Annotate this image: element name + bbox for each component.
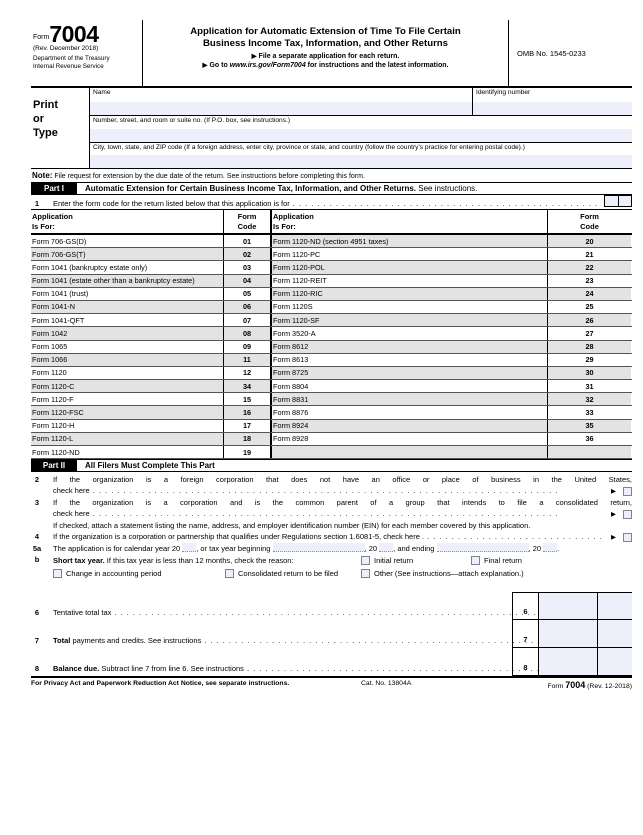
form-code-cell: 15 <box>223 393 272 405</box>
line5a <box>31 543 632 554</box>
line2 <box>31 474 632 497</box>
header-form-code-right: Form Code <box>547 210 631 233</box>
form-title-line2: Business Income Tax, Information, and Other Returns <box>202 38 449 49</box>
table-row <box>31 288 632 301</box>
line4-checkbox[interactable] <box>623 533 632 542</box>
footer-form-id: Form 7004 (Rev. 12-2018) <box>547 680 632 691</box>
dept-treasury: Department of the Treasury <box>33 55 110 62</box>
application-cell: Form 1120-L <box>31 433 223 445</box>
table-row <box>31 314 632 327</box>
line2-check-here: check here <box>53 486 90 496</box>
part1-see-instructions: See instructions. <box>416 184 478 193</box>
line7 <box>31 620 632 648</box>
application-cell: Form 1120-FSC <box>31 406 223 418</box>
form-code-digit1[interactable] <box>605 196 618 206</box>
application-cell: Form 8725 <box>272 367 547 379</box>
line5a-text4: , and ending <box>393 544 435 554</box>
arrow-icon: ▶ <box>611 488 616 496</box>
table-row <box>31 248 632 261</box>
form-code-cell: 22 <box>547 261 631 273</box>
application-cell <box>272 446 547 458</box>
form-footer <box>31 676 632 690</box>
form-code-cell <box>547 446 631 458</box>
city-label: City, town, state, and ZIP code (If a foreign address, enter city, province or state, and country (follow the country's practice for entering postal code).) <box>93 144 525 151</box>
form-code-cell: 34 <box>223 380 272 392</box>
omb-number: OMB No. 1545-0233 <box>508 20 632 86</box>
line3-checkbox[interactable] <box>623 510 632 519</box>
line5a-number: 5a <box>32 544 42 554</box>
line7-code-cell: 7 <box>513 620 539 647</box>
form-code-cell: 06 <box>223 301 272 313</box>
arrow-icon: ▶ <box>611 534 616 542</box>
table-row <box>31 275 632 288</box>
street-label: Number, street, and room or suite no. (If P.O. box, see instructions.) <box>93 117 291 124</box>
tax-year-beginning-input[interactable] <box>273 543 365 552</box>
tentative-tax-input[interactable] <box>539 593 598 619</box>
table-row <box>31 367 632 380</box>
irs-url: www.irs.gov/Form7004 <box>229 61 306 69</box>
line1-number: 1 <box>34 199 40 208</box>
part2-title: All Filers Must Complete This Part <box>85 461 215 471</box>
table-row <box>31 341 632 354</box>
application-cell: Form 1041-N <box>31 301 223 313</box>
line6-code-cell: 6 <box>513 593 539 619</box>
catalog-number: Cat. No. 13804A <box>361 680 412 688</box>
form-code-cell: 11 <box>223 354 272 366</box>
table-row <box>31 406 632 419</box>
form-code-cell: 35 <box>547 420 631 432</box>
form-code-cell: 27 <box>547 327 631 339</box>
line8 <box>31 648 632 676</box>
ending-year-input[interactable] <box>543 543 560 554</box>
arrow-icon: ▶ <box>251 53 257 60</box>
tax-year-ending-input[interactable] <box>437 543 529 552</box>
form-code-cell: 32 <box>547 393 631 405</box>
application-cell: Form 1120-SF <box>272 314 547 326</box>
subtitle-file-separate: ▶ File a separate application for each return. <box>251 53 400 60</box>
dot-leader <box>93 485 605 496</box>
form-code-cell: 31 <box>547 380 631 392</box>
total-payments-cents-input[interactable] <box>598 620 632 647</box>
part1-chip: Part I <box>31 183 77 194</box>
application-cell: Form 1041 (trust) <box>32 289 89 299</box>
table-row <box>31 261 632 274</box>
form-code-cell: 16 <box>223 406 272 418</box>
form-code-cell: 36 <box>547 433 631 445</box>
application-cell: Form 8928 <box>273 434 309 444</box>
print-or-type-label: Print or Type <box>33 99 59 139</box>
part1-title: Automatic Extension for Certain Business Income Tax, Information, and Other Returns. <box>85 184 417 193</box>
form-code-cell: 21 <box>547 248 631 260</box>
header-form-code-left: Form Code <box>223 210 272 233</box>
line5a-text3: , 20 <box>364 544 378 554</box>
part1-header <box>31 182 632 195</box>
application-cell: Form 706-GS(D) <box>32 236 87 246</box>
final-return-checkbox[interactable] <box>471 556 480 565</box>
line4-text: If the organization is a corporation or partnership that qualifies under Regulations section 1.6081-5, check here . <box>53 532 425 542</box>
application-cell: Form 3520-A <box>273 328 316 338</box>
beginning-year-input[interactable] <box>379 543 393 552</box>
form-code-entry-box[interactable] <box>604 195 632 207</box>
form-code-cell: 28 <box>547 341 631 353</box>
line2-number: 2 <box>34 475 40 485</box>
form-identity-block <box>31 20 143 86</box>
header-application-right: Application Is For: <box>273 212 314 231</box>
city-cell <box>90 143 632 168</box>
form-code-cell: 12 <box>223 367 272 379</box>
calendar-year-input[interactable] <box>182 543 196 552</box>
application-cell: Form 8804 <box>273 381 309 391</box>
form-code-cell: 04 <box>223 275 272 287</box>
identifying-number-label: Identifying number <box>476 89 531 96</box>
line5b-text: Short tax year. If this tax year is less than 12 months, check the reason: <box>53 556 294 566</box>
table-row <box>31 354 632 367</box>
consolidated-return-checkbox[interactable] <box>225 569 234 578</box>
application-cell: Form 1120-PC <box>273 249 321 259</box>
line8-number: 8 <box>34 664 40 674</box>
name-input[interactable] <box>90 102 472 115</box>
dot-leader <box>293 199 601 208</box>
table-row <box>31 393 632 406</box>
line6 <box>31 592 632 620</box>
application-cell: Form 8613 <box>273 355 309 365</box>
form-code-cell: 20 <box>547 235 631 247</box>
form-code-digit2[interactable] <box>618 196 631 206</box>
form-code-table-body <box>31 235 632 459</box>
form-header <box>31 20 632 88</box>
final-return-option: Final return <box>471 555 522 566</box>
form-code-cell: 30 <box>547 367 631 379</box>
street-input[interactable] <box>90 129 632 142</box>
tentative-tax-cents-input[interactable] <box>598 593 632 619</box>
line5a-text1: The application is for calendar year 20 <box>53 544 181 554</box>
dot-leader <box>204 636 559 645</box>
note: Note: File request for extension by the due date of the return. See instructions before completing this form. <box>32 171 365 180</box>
application-cell: Form 1120-C <box>31 380 223 392</box>
application-cell: Form 1042 <box>31 327 223 339</box>
application-cell: Form 1120-REIT <box>273 276 327 286</box>
application-cell: Form 8876 <box>273 407 309 417</box>
form-title-line1: Application for Automatic Extension of Time To File Certain <box>190 26 461 37</box>
change-accounting-option: Change in accounting period <box>53 568 225 579</box>
application-cell: Form 1065 <box>32 342 68 351</box>
table-row <box>31 327 632 340</box>
form-revision: (Rev. December 2018) <box>33 45 99 52</box>
table-row <box>31 420 632 433</box>
line4 <box>31 531 632 543</box>
form-code-cell: 26 <box>547 314 631 326</box>
dot-leader <box>427 531 605 542</box>
application-cell: Form 1041 (estate other than a bankruptcy estate) <box>31 275 223 287</box>
line5b-number: b <box>34 555 40 565</box>
dept-irs: Internal Revenue Service <box>33 62 104 70</box>
application-cell: Form 8612 <box>272 341 547 353</box>
application-cell: Form 1120 <box>32 368 67 378</box>
other-option: Other (See instructions—attach explanation.) <box>361 568 524 579</box>
other-checkbox[interactable] <box>361 569 370 578</box>
form-code-cell: 29 <box>547 354 631 366</box>
form-code-cell: 01 <box>223 235 272 247</box>
form-code-cell: 02 <box>223 248 272 260</box>
application-cell: Form 8924 <box>272 420 547 432</box>
application-cell: Form 8831 <box>272 393 547 405</box>
line2-text: If the organization is a foreign corporation that does not have an office or place of business in the United States, <box>53 475 632 485</box>
form-code-cell: 07 <box>223 314 272 326</box>
city-input[interactable] <box>90 155 632 168</box>
form-word: Form <box>33 34 50 41</box>
line5b <box>31 554 632 579</box>
privacy-notice: For Privacy Act and Paperwork Reduction Act Notice, see separate instructions. <box>31 680 290 688</box>
form-code-cell: 08 <box>223 327 272 339</box>
form-code-cell: 17 <box>223 420 272 432</box>
line5a-text2: , or tax year beginning <box>196 544 271 554</box>
table-row <box>31 446 632 459</box>
line7-text: Total payments and credits. See instructions <box>53 636 202 646</box>
total-payments-input[interactable] <box>539 620 598 647</box>
part2-header <box>31 459 632 472</box>
table-row <box>31 235 632 248</box>
arrow-icon: ▶ <box>611 511 616 519</box>
initial-return-checkbox[interactable] <box>361 556 370 565</box>
form-7004 <box>31 20 632 690</box>
change-accounting-checkbox[interactable] <box>53 569 62 578</box>
form-title-block <box>143 20 508 86</box>
form-code-cell: 09 <box>223 341 272 353</box>
line6-number: 6 <box>34 608 40 618</box>
balance-due-cents-input[interactable] <box>598 648 632 675</box>
line8-text: Balance due. Subtract line 7 from line 6. See instructions <box>53 664 244 674</box>
consolidated-return-option: Consolidated return to be filed <box>225 568 361 579</box>
line3 <box>31 497 632 531</box>
form-code-cell: 18 <box>223 433 272 445</box>
application-cell: Form 1120-RIC <box>272 288 547 300</box>
initial-return-option: Initial return <box>361 555 471 566</box>
line5a-text6: . <box>557 544 560 554</box>
line6-text: Tentative total tax <box>53 608 112 618</box>
line3-check-here: check here <box>53 509 90 519</box>
table-row <box>31 433 632 446</box>
line4-number: 4 <box>34 532 40 542</box>
form-number: 7004 <box>49 21 99 47</box>
form-code-cell: 33 <box>547 406 631 418</box>
identifying-number-cell <box>472 88 632 115</box>
form-code-cell: 24 <box>547 288 631 300</box>
dot-leader <box>114 608 551 617</box>
line3-number: 3 <box>34 498 40 508</box>
subtitle-go-to: ▶ Go to www.irs.gov/Form7004 for instructions and the latest information. <box>202 61 449 69</box>
line3-attach-note: If checked, attach a statement listing the name, address, and employer identification number (EIN) for each member covered by this application. <box>53 521 531 531</box>
form-code-cell: 23 <box>547 275 631 287</box>
application-cell: Form 1120-F <box>32 394 74 404</box>
header-application-left: Application Is For: <box>32 212 73 231</box>
application-cell: Form 1120-ND (section 4951 taxes) <box>272 235 547 247</box>
line3-text: If the organization is a corporation and is the common parent of a group that intends to file a consolidated return, <box>53 498 632 508</box>
application-cell: Form 1120-H <box>32 421 75 431</box>
identity-section <box>31 88 632 169</box>
line5a-text5: , 20 <box>528 544 542 554</box>
identifying-number-input[interactable] <box>473 102 632 115</box>
line1 <box>31 195 632 210</box>
application-cell: Form 1066 <box>31 354 223 366</box>
dot-leader <box>93 508 605 519</box>
line1-text: Enter the form code for the return listed below that this application is for <box>53 199 290 208</box>
application-cell: Form 1041 (bankruptcy estate only) <box>32 262 148 272</box>
arrow-icon: ▶ <box>202 61 208 69</box>
application-cell: Form 706-GS(T) <box>31 248 223 260</box>
table-row <box>31 380 632 393</box>
application-cell: Form 1120-POL <box>272 261 547 273</box>
form-code-cell: 19 <box>223 446 272 458</box>
form-code-cell: 05 <box>223 288 272 300</box>
name-label: Name <box>93 89 111 96</box>
application-cell: Form 1041-QFT <box>32 315 85 325</box>
application-cell: Form 1120-ND <box>32 447 80 457</box>
line7-number: 7 <box>34 636 40 646</box>
name-cell <box>90 88 472 115</box>
form-code-cell: 03 <box>223 261 272 273</box>
note-label: Note: <box>32 171 53 180</box>
part2-chip: Part II <box>31 460 77 471</box>
balance-due-input[interactable] <box>539 648 598 675</box>
table-row <box>31 301 632 314</box>
application-cell: Form 1120S <box>273 302 313 312</box>
form-code-table-header <box>31 210 632 235</box>
line8-code-cell: 8 <box>513 648 539 675</box>
street-cell <box>90 116 632 143</box>
form-code-cell: 25 <box>547 301 631 313</box>
line2-checkbox[interactable] <box>623 487 632 496</box>
